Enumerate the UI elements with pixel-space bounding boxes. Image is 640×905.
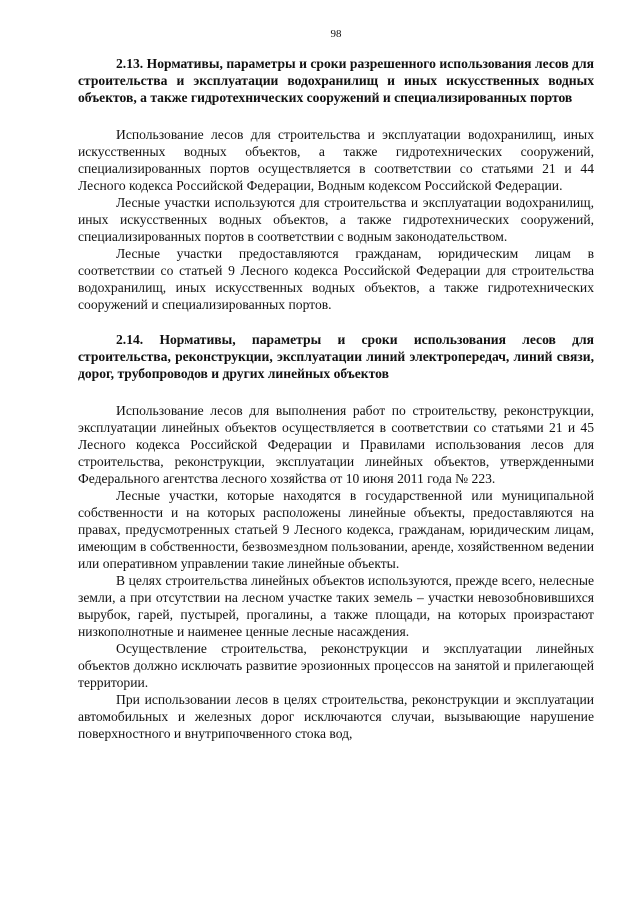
paragraph: Использование лесов для выполнения работ по строительству, реконструкции, эксплуатации линейных объектов осуществляется в соответствии со статьями 21 и 45 Лесного кодекса Российской Федерации и Правилами использования лесов для строительства, реконструкции, эксплуатации линейных объектов, утвержденными Федерального агентства лесного хозяйства от 10 июня 2011 года № 223.	[78, 403, 594, 486]
document-page	[78, 28, 594, 742]
section-heading: 2.14. Нормативы, параметры и сроки использования лесов для строительства, реконструкции, эксплуатации линий электропередач, линий связи, дорог, трубопроводов и других линейных объектов	[78, 332, 594, 381]
paragraph: Осуществление строительства, реконструкции и эксплуатации линейных объектов должно исключать развитие эрозионных процессов на занятой и прилегающей территории.	[78, 641, 594, 690]
paragraph: Лесные участки предоставляются гражданам, юридическим лицам в соответствии со статьей 9 Лесного кодекса Российской Федерации для строительства водохранилищ, иных искусственных водных объектов, а также гидротехнических сооружений и специализированных портов.	[78, 246, 594, 312]
section-spacer	[78, 313, 594, 331]
paragraph: Лесные участки, которые находятся в государственной или муниципальной собственности и на которых расположены линейные объекты, предоставляются на правах, предусмотренных статьей 9 Лесного кодекса, гражданам, юридическим лицам, имеющим в собственности, безвозмездном пользовании, аренде, хозяйственном ведении или оперативном управлении такие линейные объекты.	[78, 488, 594, 571]
paragraph: При использовании лесов в целях строительства, реконструкции и эксплуатации автомобильных и железных дорог исключаются случаи, вызывающие нарушение поверхностного и внутрипочвенного стока вод,	[78, 692, 594, 741]
section-2-14	[78, 331, 594, 742]
paragraph: Лесные участки используются для строительства и эксплуатации водохранилищ, иных искусственных водных объектов, а также гидротехнических сооружений, специализированных портов в соответствии с водным законодательством.	[78, 195, 594, 244]
paragraph: Использование лесов для строительства и эксплуатации водохранилищ, иных искусственных водных объектов, а также гидротехнических сооружений, специализированных портов осуществляется в соответствии со статьями 21 и 44 Лесного кодекса Российской Федерации, Водным кодексом Российской Федерации.	[78, 127, 594, 193]
paragraph: В целях строительства линейных объектов используются, прежде всего, нелесные земли, а при отсутствии на лесном участке таких земель – участки невозобновившихся вырубок, гарей, пустырей, прогалины, а также площади, на которых произрастают низкополнотные и наименее ценные лесные насаждения.	[78, 573, 594, 639]
page-number: 98	[330, 28, 342, 40]
section-heading: 2.13. Нормативы, параметры и сроки разрешенного использования лесов для строительства и эксплуатации водохранилищ и иных искусственных водных объектов, а также гидротехнических сооружений и специализированных портов	[78, 56, 594, 105]
section-2-13	[78, 55, 594, 313]
